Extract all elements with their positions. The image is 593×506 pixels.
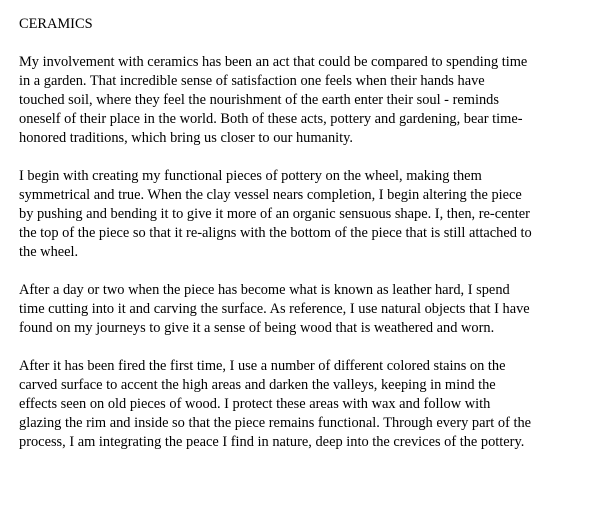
- paragraph-line: symmetrical and true. When the clay vessel nears completion, I begin altering the piece: [19, 187, 522, 203]
- paragraph-line: by pushing and bending it to give it more of an organic sensuous shape. I, then, re-center: [19, 206, 530, 222]
- paragraph-line: the top of the piece so that it re-aligns with the bottom of the piece that is still attached to: [19, 225, 532, 241]
- paragraph-4: [19, 357, 579, 452]
- paragraph-line: I begin with creating my functional pieces of pottery on the wheel, making them: [19, 168, 482, 184]
- paragraph-line: My involvement with ceramics has been an act that could be compared to spending time: [19, 54, 528, 70]
- paragraph-line: touched soil, where they feel the nourishment of the earth enter their soul - reminds: [19, 92, 499, 108]
- paragraph-line: glazing the rim and inside so that the piece remains functional. Through every part of the: [19, 415, 532, 431]
- paragraph-line: in a garden. That incredible sense of satisfaction one feels when their hands have: [19, 73, 485, 89]
- paragraph-line: oneself of their place in the world. Both of these acts, pottery and gardening, bear time-: [19, 111, 523, 127]
- paragraph-3: [19, 281, 579, 338]
- document-body: [19, 15, 579, 471]
- paragraph-2: [19, 167, 579, 262]
- paragraph-line: honored traditions, which bring us closer to our humanity.: [19, 130, 353, 146]
- paragraph-line: effects seen on old pieces of wood. I protect these areas with wax and follow with: [19, 396, 491, 412]
- paragraph-line: carved surface to accent the high areas and darken the valleys, keeping in mind the: [19, 377, 496, 393]
- paragraph-1: [19, 53, 579, 148]
- paragraph-line: process, I am integrating the peace I find in nature, deep into the crevices of the pottery.: [19, 434, 525, 450]
- paragraph-line: After a day or two when the piece has become what is known as leather hard, I spend: [19, 282, 510, 298]
- paragraph-line: the wheel.: [19, 244, 79, 260]
- paragraph-line: time cutting into it and carving the surface. As reference, I use natural objects that I have: [19, 301, 530, 317]
- paragraph-line: After it has been fired the first time, I use a number of different colored stains on the: [19, 358, 506, 374]
- paragraph-line: found on my journeys to give it a sense of being wood that is weathered and worn.: [19, 320, 495, 336]
- document-title: CERAMICS: [19, 16, 93, 32]
